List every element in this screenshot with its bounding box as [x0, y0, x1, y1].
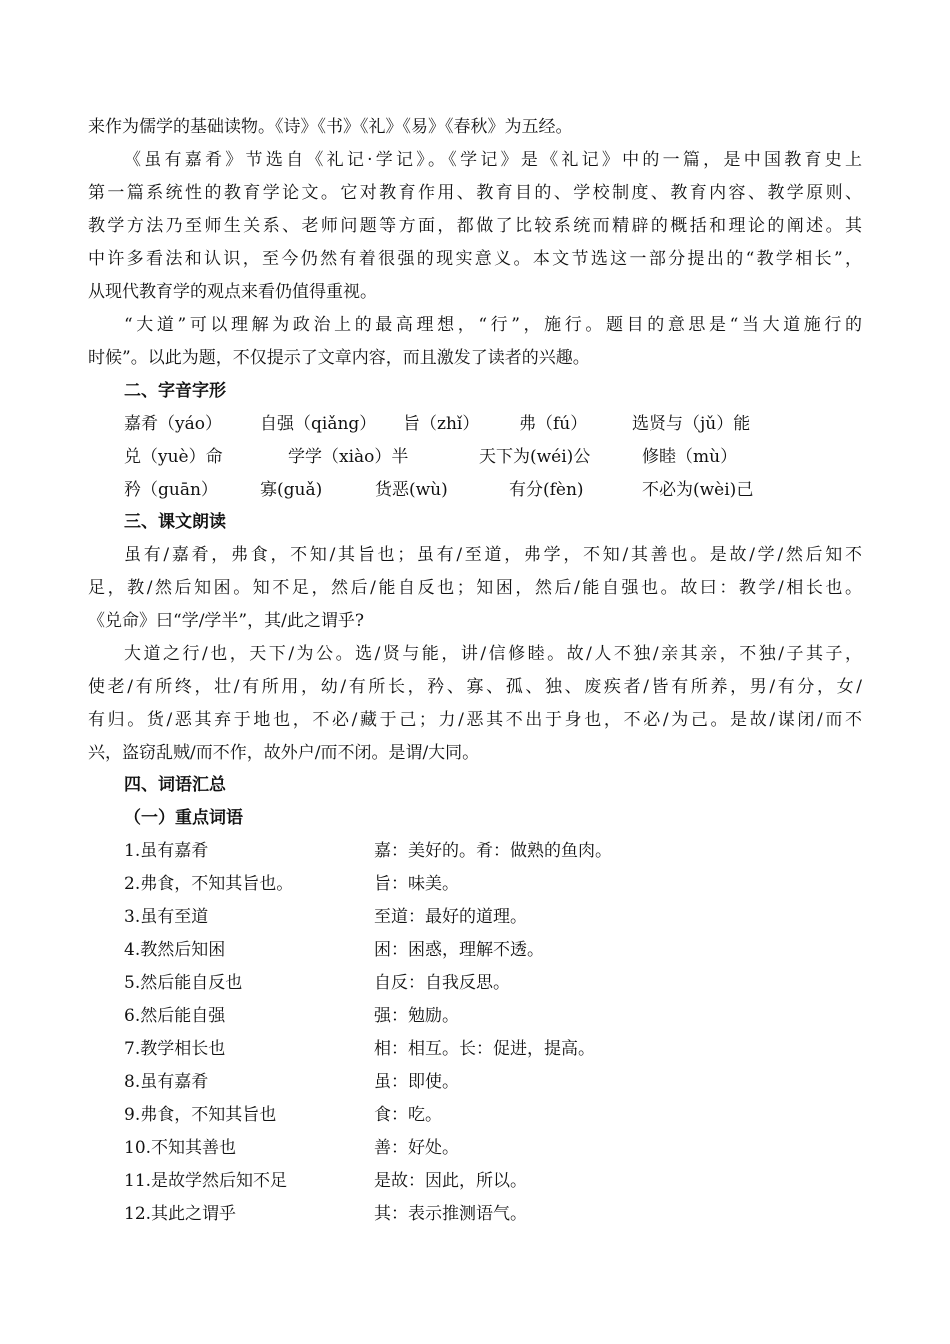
term-row [0, 938, 950, 962]
term-text: 12.其此之谓乎 [124, 1204, 237, 1224]
term-row [0, 1037, 950, 1061]
pinyin-row [0, 445, 950, 469]
pinyin-item: 有分(fèn) [509, 480, 584, 500]
pinyin-item: 天下为(wéi)公 [479, 447, 591, 467]
term-meaning: 至道：最好的道理。 [374, 907, 527, 927]
term-row [0, 1169, 950, 1193]
reading-para2-line: 兴，盗窃乱贼/而不作，故外户/而不闭。是谓/大同。 [88, 743, 480, 763]
reading-para1-line: 虽有/嘉肴，弗食，不知/其旨也；虽有/至道，弗学，不知/其善也。是故/学/然后知不 [124, 545, 862, 565]
term-text: 10.不知其善也 [124, 1138, 237, 1158]
pinyin-item: 矜（guān） [124, 480, 218, 500]
term-meaning: 嘉：美好的。肴：做熟的鱼肉。 [374, 841, 612, 861]
intro-line: 来作为儒学的基础读物。《诗》《书》《礼》《易》《春秋》为五经。 [88, 117, 573, 137]
term-row [0, 1136, 950, 1160]
pinyin-item: 修睦（mù） [642, 447, 738, 467]
term-meaning: 其：表示推测语气。 [374, 1204, 527, 1224]
subsection-heading: （一）重点词语 [124, 808, 243, 828]
pinyin-item: 兑（yuè）命 [124, 447, 223, 467]
term-meaning: 困：困惑，理解不透。 [374, 940, 544, 960]
term-meaning: 是故：因此，所以。 [374, 1171, 527, 1191]
pinyin-item: 嘉肴（yáo） [124, 414, 222, 434]
term-text: 11.是故学然后知不足 [124, 1171, 288, 1191]
term-meaning: 强：勉励。 [374, 1006, 459, 1026]
section-heading: 四、词语汇总 [124, 775, 226, 795]
section-heading: 三、课文朗读 [124, 512, 226, 532]
pinyin-row [0, 412, 950, 436]
reading-para1-line: 《兑命》曰“学/学半”，其/此之谓乎? [88, 611, 364, 631]
term-row [0, 1202, 950, 1226]
reading-para2-line: 使老/有所终，壮/有所用，幼/有所长，矜、寡、孤、独、废疾者/皆有所养，男/有分，女/ [88, 677, 862, 697]
intro-para3-line: 时候”。以此为题，不仅提示了文章内容，而且激发了读者的兴趣。 [88, 348, 590, 368]
term-row [0, 905, 950, 929]
pinyin-item: 不必为(wèi)己 [642, 480, 754, 500]
intro-para3-line: “大道”可以理解为政治上的最高理想，“行”，施行。题目的意思是“当大道施行的 [124, 315, 862, 335]
term-meaning: 旨：味美。 [374, 874, 459, 894]
term-text: 4.教然后知困 [124, 940, 226, 960]
pinyin-item: 寡(guǎ) [260, 480, 323, 500]
term-meaning: 善：好处。 [374, 1138, 459, 1158]
term-meaning: 虽：即使。 [374, 1072, 459, 1092]
term-meaning: 相：相互。长：促进，提高。 [374, 1039, 595, 1059]
intro-para2-line: 第一篇系统性的教育学论文。它对教育作用、教育目的、学校制度、教育内容、教学原则、 [88, 183, 862, 203]
pinyin-item: 货恶(wù) [375, 480, 448, 500]
pinyin-item: 弗（fú） [519, 414, 588, 434]
term-row [0, 872, 950, 896]
intro-para2-line: 《虽有嘉肴》节选自《礼记·学记》。《学记》是《礼记》中的一篇，是中国教育史上 [124, 150, 862, 170]
reading-para1-line: 足，教/然后知困。知不足，然后/能自反也；知困，然后/能自强也。故曰：教学/相长也。 [88, 578, 862, 598]
pinyin-item: 自强（qiǎng） [260, 414, 377, 434]
reading-para2-line: 有归。货/恶其弃于地也，不必/藏于己；力/恶其不出于身也，不必/为己。是故/谋闭/而不 [88, 710, 862, 730]
term-meaning: 自反：自我反思。 [374, 973, 510, 993]
reading-para2-line: 大道之行/也，天下/为公。选/贤与能，讲/信修睦。故/人不独/亲其亲，不独/子其子， [124, 644, 862, 664]
term-row [0, 1103, 950, 1127]
term-row [0, 1004, 950, 1028]
section-heading: 二、字音字形 [124, 381, 226, 401]
term-row [0, 971, 950, 995]
term-text: 5.然后能自反也 [124, 973, 243, 993]
term-text: 8.虽有嘉肴 [124, 1072, 209, 1092]
pinyin-item: 选贤与（jǔ）能 [632, 414, 751, 434]
intro-para2-line: 中许多看法和认识，至今仍然有着很强的现实意义。本文节选这一部分提出的“教学相长”， [88, 249, 862, 269]
intro-para2-line: 从现代教育学的观点来看仍值得重视。 [88, 282, 377, 302]
pinyin-item: 旨（zhǐ） [403, 414, 480, 434]
term-text: 6.然后能自强 [124, 1006, 226, 1026]
term-text: 7.教学相长也 [124, 1039, 226, 1059]
pinyin-item: 学学（xiào）半 [288, 447, 409, 467]
term-text: 1.虽有嘉肴 [124, 841, 209, 861]
term-text: 3.虽有至道 [124, 907, 209, 927]
term-row [0, 839, 950, 863]
term-meaning: 食：吃。 [374, 1105, 442, 1125]
term-text: 9.弗食，不知其旨也 [124, 1105, 277, 1125]
term-text: 2.弗食，不知其旨也。 [124, 874, 294, 894]
term-row [0, 1070, 950, 1094]
pinyin-row [0, 478, 950, 502]
intro-para2-line: 教学方法乃至师生关系、老师问题等方面，都做了比较系统而精辟的概括和理论的阐述。其 [88, 216, 862, 236]
